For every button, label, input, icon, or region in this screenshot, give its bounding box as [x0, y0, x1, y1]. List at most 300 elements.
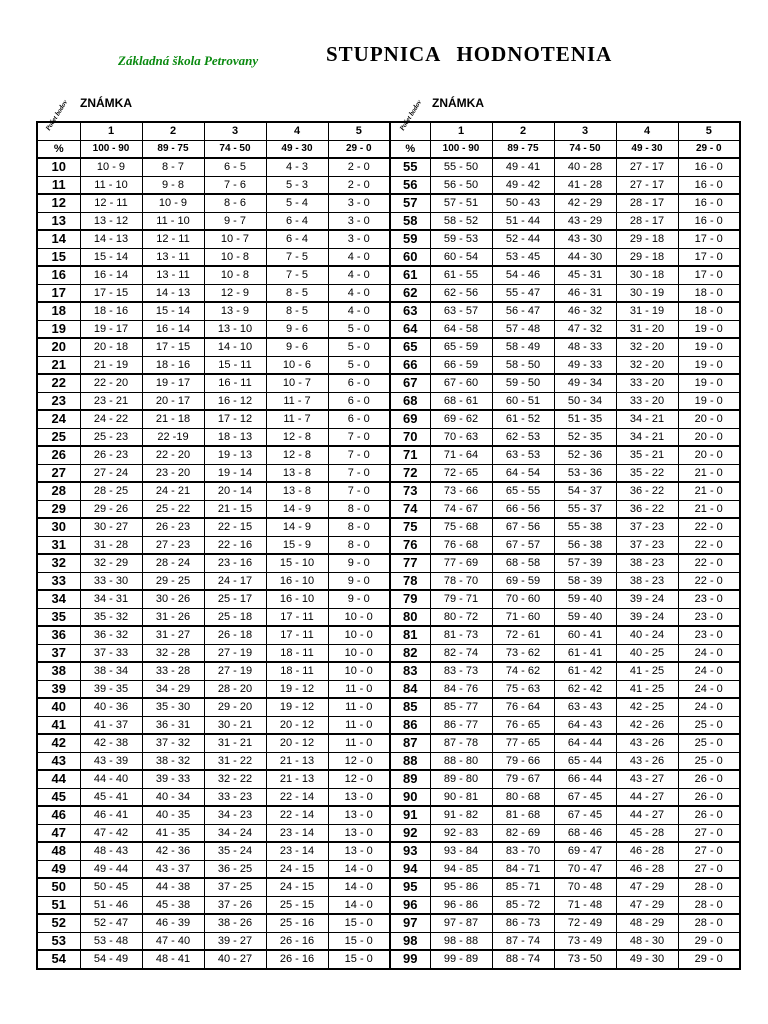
points-range-cell: 30 - 21 — [204, 716, 266, 734]
points-range-cell: 29 - 20 — [204, 698, 266, 716]
points-range-cell: 20 - 12 — [266, 716, 328, 734]
points-range-cell: 23 - 14 — [266, 824, 328, 842]
points-range-cell: 45 - 28 — [616, 824, 678, 842]
points-range-cell: 26 - 16 — [266, 950, 328, 969]
points-range-cell: 21 - 15 — [204, 500, 266, 518]
points-range-cell: 17 - 0 — [678, 230, 740, 248]
points-range-cell: 19 - 17 — [80, 320, 142, 338]
points-range-cell: 10 - 0 — [328, 608, 390, 626]
points-range-cell: 13 - 0 — [328, 806, 390, 824]
max-points-cell: 38 — [37, 662, 80, 680]
points-range-cell: 73 - 62 — [492, 644, 554, 662]
points-range-cell: 44 - 38 — [142, 878, 204, 896]
points-range-cell: 94 - 85 — [430, 860, 492, 878]
points-range-cell: 51 - 35 — [554, 410, 616, 428]
points-range-cell: 11 - 0 — [328, 680, 390, 698]
points-range-cell: 96 - 86 — [430, 896, 492, 914]
table-row — [390, 914, 740, 932]
table-row — [37, 428, 390, 446]
points-range-cell: 52 - 47 — [80, 914, 142, 932]
points-range-cell: 71 - 48 — [554, 896, 616, 914]
points-range-cell: 15 - 9 — [266, 536, 328, 554]
table-row — [37, 896, 390, 914]
points-range-cell: 18 - 11 — [266, 662, 328, 680]
max-points-cell: 89 — [390, 770, 430, 788]
points-range-cell: 6 - 5 — [204, 158, 266, 176]
points-range-cell: 11 - 0 — [328, 734, 390, 752]
points-range-cell: 11 - 7 — [266, 410, 328, 428]
points-range-cell: 24 - 0 — [678, 680, 740, 698]
points-range-cell: 41 - 35 — [142, 824, 204, 842]
points-range-cell: 40 - 28 — [554, 158, 616, 176]
percent-range-cell: 29 - 0 — [678, 140, 740, 158]
points-range-cell: 30 - 27 — [80, 518, 142, 536]
points-range-cell: 64 - 43 — [554, 716, 616, 734]
percent-range-cell: 89 - 75 — [492, 140, 554, 158]
points-range-cell: 20 - 0 — [678, 446, 740, 464]
points-range-cell: 70 - 63 — [430, 428, 492, 446]
points-range-cell: 23 - 16 — [204, 554, 266, 572]
points-range-cell: 20 - 0 — [678, 410, 740, 428]
points-range-cell: 39 - 27 — [204, 932, 266, 950]
max-points-cell: 95 — [390, 878, 430, 896]
points-range-cell: 46 - 31 — [554, 284, 616, 302]
grade-header-cell: 2 — [492, 122, 554, 140]
percent-range-cell: 100 - 90 — [80, 140, 142, 158]
points-range-cell: 79 - 71 — [430, 590, 492, 608]
points-range-cell: 13 - 8 — [266, 482, 328, 500]
points-range-cell: 57 - 51 — [430, 194, 492, 212]
table-row — [390, 932, 740, 950]
points-range-cell: 56 - 38 — [554, 536, 616, 554]
points-range-cell: 43 - 26 — [616, 752, 678, 770]
points-range-cell: 40 - 27 — [204, 950, 266, 969]
points-range-cell: 61 - 42 — [554, 662, 616, 680]
table-row — [37, 770, 390, 788]
table-row — [37, 716, 390, 734]
points-range-cell: 40 - 34 — [142, 788, 204, 806]
max-points-cell: 44 — [37, 770, 80, 788]
points-range-cell: 27 - 0 — [678, 842, 740, 860]
points-range-cell: 11 - 10 — [142, 212, 204, 230]
max-points-cell: 65 — [390, 338, 430, 356]
school-name: Základná škola Petrovany — [118, 53, 259, 68]
points-range-cell: 18 - 0 — [678, 302, 740, 320]
points-range-cell: 18 - 11 — [266, 644, 328, 662]
percent-header-row — [390, 140, 740, 158]
points-range-cell: 59 - 40 — [554, 590, 616, 608]
table-row — [390, 320, 740, 338]
points-range-cell: 23 - 14 — [266, 842, 328, 860]
points-range-cell: 37 - 33 — [80, 644, 142, 662]
points-range-cell: 20 - 0 — [678, 428, 740, 446]
points-range-cell: 11 - 7 — [266, 392, 328, 410]
max-points-cell: 63 — [390, 302, 430, 320]
points-range-cell: 17 - 11 — [266, 626, 328, 644]
max-points-cell: 87 — [390, 734, 430, 752]
points-range-cell: 71 - 64 — [430, 446, 492, 464]
points-range-cell: 6 - 4 — [266, 212, 328, 230]
points-range-cell: 74 - 62 — [492, 662, 554, 680]
points-range-cell: 73 - 66 — [430, 482, 492, 500]
table-row — [390, 806, 740, 824]
points-range-cell: 69 - 47 — [554, 842, 616, 860]
points-range-cell: 23 - 0 — [678, 626, 740, 644]
table-row — [37, 392, 390, 410]
points-range-cell: 52 - 44 — [492, 230, 554, 248]
max-points-cell: 53 — [37, 932, 80, 950]
points-range-cell: 22 - 14 — [266, 806, 328, 824]
points-range-cell: 21 - 13 — [266, 752, 328, 770]
points-range-cell: 10 - 0 — [328, 626, 390, 644]
points-range-cell: 51 - 46 — [80, 896, 142, 914]
percent-range-cell: 100 - 90 — [430, 140, 492, 158]
grading-table-right — [389, 121, 741, 970]
max-points-cell: 77 — [390, 554, 430, 572]
points-range-cell: 17 - 0 — [678, 248, 740, 266]
points-range-cell: 25 - 15 — [266, 896, 328, 914]
points-range-cell: 70 - 60 — [492, 590, 554, 608]
table-row — [37, 266, 390, 284]
table-row — [390, 230, 740, 248]
table-row — [37, 590, 390, 608]
points-range-cell: 45 - 38 — [142, 896, 204, 914]
points-range-cell: 12 - 0 — [328, 752, 390, 770]
points-range-cell: 34 - 21 — [616, 428, 678, 446]
points-range-cell: 28 - 20 — [204, 680, 266, 698]
points-range-cell: 22 - 20 — [142, 446, 204, 464]
points-range-cell: 81 - 73 — [430, 626, 492, 644]
points-range-cell: 9 - 8 — [142, 176, 204, 194]
points-range-cell: 77 - 65 — [492, 734, 554, 752]
grade-header-cell: 3 — [204, 122, 266, 140]
points-range-cell: 47 - 29 — [616, 878, 678, 896]
points-range-cell: 18 - 16 — [80, 302, 142, 320]
table-row — [37, 536, 390, 554]
grade-header-cell: 4 — [616, 122, 678, 140]
max-points-cell: 29 — [37, 500, 80, 518]
max-points-cell: 45 — [37, 788, 80, 806]
points-range-cell: 83 - 73 — [430, 662, 492, 680]
points-range-cell: 5 - 4 — [266, 194, 328, 212]
points-range-cell: 70 - 48 — [554, 878, 616, 896]
points-range-cell: 49 - 34 — [554, 374, 616, 392]
points-range-cell: 10 - 8 — [204, 266, 266, 284]
table-row — [390, 554, 740, 572]
points-range-cell: 16 - 11 — [204, 374, 266, 392]
points-range-cell: 32 - 29 — [80, 554, 142, 572]
max-points-cell: 79 — [390, 590, 430, 608]
points-range-cell: 73 - 49 — [554, 932, 616, 950]
points-range-cell: 10 - 9 — [142, 194, 204, 212]
points-range-cell: 12 - 9 — [204, 284, 266, 302]
points-range-cell: 84 - 76 — [430, 680, 492, 698]
table-row — [390, 896, 740, 914]
points-range-cell: 27 - 19 — [204, 644, 266, 662]
grade-header-cell: 2 — [142, 122, 204, 140]
points-range-cell: 24 - 0 — [678, 662, 740, 680]
max-points-cell: 75 — [390, 518, 430, 536]
points-range-cell: 6 - 0 — [328, 374, 390, 392]
table-row — [37, 608, 390, 626]
table-row — [390, 842, 740, 860]
points-range-cell: 70 - 47 — [554, 860, 616, 878]
points-range-cell: 63 - 57 — [430, 302, 492, 320]
points-range-cell: 69 - 62 — [430, 410, 492, 428]
points-range-cell: 43 - 26 — [616, 734, 678, 752]
points-range-cell: 55 - 37 — [554, 500, 616, 518]
points-range-cell: 22 - 0 — [678, 518, 740, 536]
points-range-cell: 58 - 39 — [554, 572, 616, 590]
points-range-cell: 16 - 10 — [266, 590, 328, 608]
points-range-cell: 84 - 71 — [492, 860, 554, 878]
points-range-cell: 19 - 0 — [678, 356, 740, 374]
max-points-cell: 30 — [37, 518, 80, 536]
points-range-cell: 87 - 74 — [492, 932, 554, 950]
points-range-cell: 11 - 0 — [328, 698, 390, 716]
points-range-cell: 62 - 53 — [492, 428, 554, 446]
points-range-cell: 35 - 30 — [142, 698, 204, 716]
points-range-cell: 54 - 37 — [554, 482, 616, 500]
points-range-cell: 47 - 32 — [554, 320, 616, 338]
table-row — [37, 356, 390, 374]
points-range-cell: 2 - 0 — [328, 158, 390, 176]
max-points-cell: 96 — [390, 896, 430, 914]
points-range-cell: 9 - 6 — [266, 320, 328, 338]
points-range-cell: 5 - 0 — [328, 356, 390, 374]
grade-header-cell: 4 — [266, 122, 328, 140]
percent-range-cell: 74 - 50 — [554, 140, 616, 158]
points-range-cell: 19 - 0 — [678, 374, 740, 392]
points-range-cell: 8 - 5 — [266, 302, 328, 320]
points-range-cell: 36 - 25 — [204, 860, 266, 878]
points-range-cell: 33 - 23 — [204, 788, 266, 806]
points-range-cell: 38 - 32 — [142, 752, 204, 770]
points-range-cell: 36 - 22 — [616, 500, 678, 518]
points-range-cell: 6 - 4 — [266, 230, 328, 248]
points-range-cell: 40 - 25 — [616, 644, 678, 662]
max-points-cell: 57 — [390, 194, 430, 212]
points-range-cell: 5 - 0 — [328, 338, 390, 356]
max-points-cell: 28 — [37, 482, 80, 500]
points-range-cell: 33 - 20 — [616, 392, 678, 410]
table-row — [37, 644, 390, 662]
points-range-cell: 13 - 11 — [142, 266, 204, 284]
table-row — [390, 662, 740, 680]
max-points-cell: 78 — [390, 572, 430, 590]
points-range-cell: 42 - 26 — [616, 716, 678, 734]
points-range-cell: 91 - 82 — [430, 806, 492, 824]
points-range-cell: 13 - 0 — [328, 842, 390, 860]
points-range-cell: 55 - 50 — [430, 158, 492, 176]
points-range-cell: 97 - 87 — [430, 914, 492, 932]
points-range-cell: 46 - 28 — [616, 842, 678, 860]
points-range-cell: 4 - 0 — [328, 302, 390, 320]
points-range-cell: 30 - 19 — [616, 284, 678, 302]
points-range-cell: 10 - 9 — [80, 158, 142, 176]
points-range-cell: 18 - 16 — [142, 356, 204, 374]
points-range-cell: 20 - 14 — [204, 482, 266, 500]
points-range-cell: 59 - 53 — [430, 230, 492, 248]
points-range-cell: 85 - 77 — [430, 698, 492, 716]
max-points-cell: 85 — [390, 698, 430, 716]
points-range-cell: 16 - 0 — [678, 212, 740, 230]
points-range-cell: 15 - 14 — [80, 248, 142, 266]
max-points-cell: 13 — [37, 212, 80, 230]
points-range-cell: 34 - 31 — [80, 590, 142, 608]
points-range-cell: 66 - 56 — [492, 500, 554, 518]
points-range-cell: 86 - 77 — [430, 716, 492, 734]
points-range-cell: 61 - 52 — [492, 410, 554, 428]
points-range-cell: 11 - 0 — [328, 716, 390, 734]
table-row — [37, 698, 390, 716]
points-range-cell: 41 - 25 — [616, 662, 678, 680]
points-range-cell: 83 - 70 — [492, 842, 554, 860]
table-row — [390, 266, 740, 284]
points-range-cell: 31 - 20 — [616, 320, 678, 338]
table-row — [37, 752, 390, 770]
percent-range-cell: 49 - 30 — [616, 140, 678, 158]
points-range-cell: 55 - 47 — [492, 284, 554, 302]
points-range-cell: 9 - 7 — [204, 212, 266, 230]
max-points-cell: 81 — [390, 626, 430, 644]
grade-header-cell: 1 — [430, 122, 492, 140]
table-row — [37, 212, 390, 230]
points-range-cell: 25 - 0 — [678, 716, 740, 734]
points-range-cell: 90 - 81 — [430, 788, 492, 806]
points-range-cell: 33 - 28 — [142, 662, 204, 680]
table-row — [390, 194, 740, 212]
table-row — [390, 158, 740, 176]
grade-header-row — [390, 122, 740, 140]
points-range-cell: 17 - 12 — [204, 410, 266, 428]
points-range-cell: 26 - 0 — [678, 770, 740, 788]
points-range-cell: 64 - 44 — [554, 734, 616, 752]
points-range-cell: 58 - 52 — [430, 212, 492, 230]
table-row — [390, 878, 740, 896]
points-range-cell: 16 - 12 — [204, 392, 266, 410]
max-points-cell: 69 — [390, 410, 430, 428]
table-row — [390, 608, 740, 626]
table-row — [390, 680, 740, 698]
max-points-cell: 49 — [37, 860, 80, 878]
table-row — [390, 500, 740, 518]
percent-range-cell: 29 - 0 — [328, 140, 390, 158]
points-range-cell: 26 - 23 — [80, 446, 142, 464]
points-range-cell: 64 - 54 — [492, 464, 554, 482]
points-range-cell: 64 - 58 — [430, 320, 492, 338]
max-points-cell: 14 — [37, 230, 80, 248]
points-range-cell: 14 - 9 — [266, 500, 328, 518]
points-range-cell: 29 - 0 — [678, 932, 740, 950]
table-row — [37, 194, 390, 212]
points-range-cell: 43 - 39 — [80, 752, 142, 770]
points-range-cell: 15 - 11 — [204, 356, 266, 374]
percent-label-cell: % — [390, 140, 430, 158]
percent-header-row — [37, 140, 390, 158]
points-range-cell: 65 - 44 — [554, 752, 616, 770]
table-row — [390, 374, 740, 392]
points-range-cell: 26 - 16 — [266, 932, 328, 950]
points-range-cell: 82 - 74 — [430, 644, 492, 662]
points-range-cell: 76 - 65 — [492, 716, 554, 734]
points-range-cell: 53 - 45 — [492, 248, 554, 266]
max-points-cell: 84 — [390, 680, 430, 698]
points-range-cell: 47 - 42 — [80, 824, 142, 842]
max-points-cell: 68 — [390, 392, 430, 410]
points-range-cell: 59 - 40 — [554, 608, 616, 626]
points-range-cell: 46 - 32 — [554, 302, 616, 320]
points-range-cell: 26 - 0 — [678, 806, 740, 824]
points-range-cell: 54 - 46 — [492, 266, 554, 284]
max-points-cell: 62 — [390, 284, 430, 302]
points-range-cell: 22 - 0 — [678, 554, 740, 572]
points-range-cell: 27 - 24 — [80, 464, 142, 482]
points-range-cell: 22 -19 — [142, 428, 204, 446]
points-range-cell: 72 - 49 — [554, 914, 616, 932]
table-row — [390, 248, 740, 266]
points-range-cell: 44 - 30 — [554, 248, 616, 266]
max-points-cell: 32 — [37, 554, 80, 572]
table-row — [390, 770, 740, 788]
points-range-cell: 50 - 34 — [554, 392, 616, 410]
table-row — [37, 842, 390, 860]
points-range-cell: 26 - 23 — [142, 518, 204, 536]
points-range-cell: 19 - 14 — [204, 464, 266, 482]
points-range-cell: 10 - 6 — [266, 356, 328, 374]
max-points-cell: 26 — [37, 446, 80, 464]
table-row — [37, 338, 390, 356]
grade-label-right: ZNÁMKA — [432, 96, 484, 110]
points-range-cell: 28 - 24 — [142, 554, 204, 572]
points-range-cell: 39 - 24 — [616, 590, 678, 608]
points-range-cell: 30 - 18 — [616, 266, 678, 284]
points-range-cell: 25 - 22 — [142, 500, 204, 518]
points-range-cell: 17 - 11 — [266, 608, 328, 626]
points-range-cell: 53 - 48 — [80, 932, 142, 950]
points-range-cell: 18 - 0 — [678, 284, 740, 302]
points-range-cell: 22 - 14 — [266, 788, 328, 806]
points-range-cell: 27 - 23 — [142, 536, 204, 554]
points-range-cell: 36 - 31 — [142, 716, 204, 734]
max-points-cell: 41 — [37, 716, 80, 734]
table-row — [390, 572, 740, 590]
points-range-cell: 62 - 56 — [430, 284, 492, 302]
points-range-cell: 8 - 7 — [142, 158, 204, 176]
table-row — [390, 536, 740, 554]
points-range-cell: 34 - 23 — [204, 806, 266, 824]
table-row — [37, 248, 390, 266]
max-points-cell: 37 — [37, 644, 80, 662]
max-points-cell: 97 — [390, 914, 430, 932]
points-range-cell: 23 - 21 — [80, 392, 142, 410]
points-range-cell: 31 - 28 — [80, 536, 142, 554]
corner-cell — [390, 122, 430, 140]
points-range-cell: 80 - 72 — [430, 608, 492, 626]
points-range-cell: 23 - 20 — [142, 464, 204, 482]
max-points-cell: 24 — [37, 410, 80, 428]
points-range-cell: 8 - 0 — [328, 500, 390, 518]
points-range-cell: 5 - 0 — [328, 320, 390, 338]
max-points-cell: 42 — [37, 734, 80, 752]
points-range-cell: 79 - 66 — [492, 752, 554, 770]
points-range-cell: 53 - 36 — [554, 464, 616, 482]
points-range-cell: 10 - 7 — [266, 374, 328, 392]
table-row — [390, 626, 740, 644]
points-range-cell: 20 - 18 — [80, 338, 142, 356]
max-points-cell: 27 — [37, 464, 80, 482]
table-row — [37, 626, 390, 644]
